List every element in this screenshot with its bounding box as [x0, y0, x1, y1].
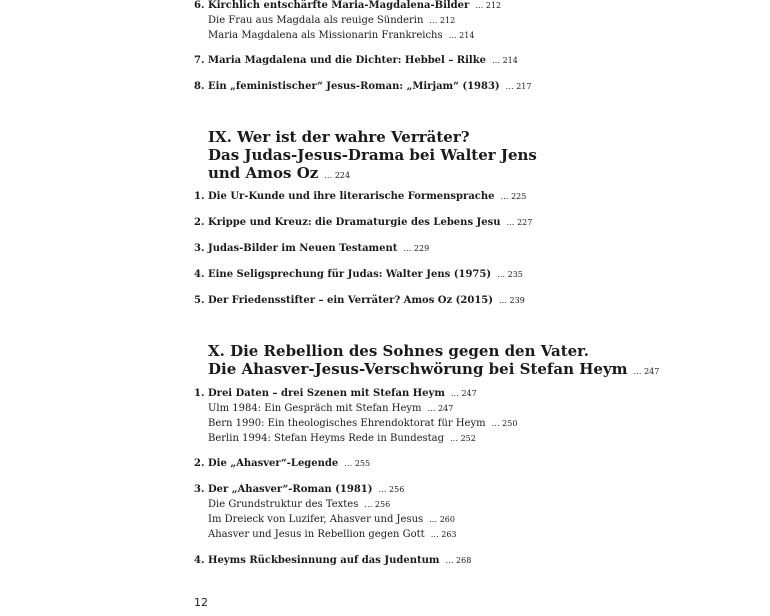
folio-page-number: 12 [194, 596, 208, 609]
toc-subentry [208, 497, 390, 512]
entry-title: Ein „feministischer“ Jesus-Roman: „Mirjam“ (1983) [208, 81, 500, 92]
toc-subentry [208, 431, 476, 446]
toc-subentry [208, 28, 474, 43]
toc-subentry [208, 401, 453, 416]
page-number: … 229 [403, 244, 429, 253]
entry-title: Maria Magdalena und die Dichter: Hebbel – Rilke [208, 55, 487, 66]
heading-line: Die Ahasver-Jesus-Verschwörung bei Stefan Heym [208, 360, 628, 378]
page-number: … 247 [428, 404, 454, 413]
page-number: … 260 [429, 515, 455, 524]
page-number: … 214 [449, 31, 475, 40]
toc-entry [194, 241, 429, 256]
page-number: … 247 [634, 367, 660, 376]
entry-number: 5. [194, 295, 205, 306]
entry-number: 1. [194, 191, 205, 202]
subentry-title: Im Dreieck von Luzifer, Ahasver und Jesus [208, 514, 424, 525]
toc-entry [194, 553, 471, 568]
page-number: … 255 [344, 459, 370, 468]
toc-entry [194, 267, 523, 282]
toc-entry [194, 293, 525, 308]
toc-entry [194, 189, 526, 204]
page-number: … 214 [492, 56, 518, 65]
chapter-heading [208, 342, 659, 381]
entry-number: 3. [194, 243, 205, 254]
entry-number: 1. [194, 388, 205, 399]
entry-number: 8. [194, 81, 205, 92]
page-number: … 247 [451, 389, 477, 398]
entry-title: Heyms Rückbesinnung auf das Judentum [208, 555, 440, 566]
subentry-title: Bern 1990: Ein theologisches Ehrendoktorat für Heym [208, 418, 486, 429]
page-number: … 225 [501, 192, 527, 201]
toc-entry [194, 456, 370, 471]
entry-number: 7. [194, 55, 205, 66]
page-number: … 235 [497, 270, 523, 279]
toc-entry [194, 215, 532, 230]
heading-line: Das Judas-Jesus-Drama bei Walter Jens [208, 146, 537, 164]
page-number: … 212 [429, 16, 455, 25]
entry-number: 4. [194, 555, 205, 566]
heading-line: IX. Wer ist der wahre Verräter? [208, 128, 470, 146]
entry-number: 2. [194, 458, 205, 469]
entry-number: 4. [194, 269, 205, 280]
subentry-title: Die Grundstruktur des Textes [208, 499, 359, 510]
page-number: … 256 [378, 485, 404, 494]
entry-title: Der Friedensstifter – ein Verräter? Amos Oz (2015) [208, 295, 493, 306]
subentry-title: Maria Magdalena als Missionarin Frankreichs [208, 30, 443, 41]
page-number: … 252 [450, 434, 476, 443]
subentry-title: Die Frau aus Magdala als reuige Sünderin [208, 15, 424, 26]
entry-title: Die Ur-Kunde und ihre literarische Formensprache [208, 191, 495, 202]
toc-subentry [208, 527, 457, 542]
subentry-title: Ahasver und Jesus in Rebellion gegen Gott [208, 529, 425, 540]
entry-title: Krippe und Kreuz: die Dramaturgie des Lebens Jesu [208, 217, 501, 228]
toc-entry [194, 0, 501, 13]
subentry-title: Berlin 1994: Stefan Heyms Rede in Bundestag [208, 433, 445, 444]
toc-entry [194, 482, 404, 497]
page-number: … 239 [499, 296, 525, 305]
subentry-title: Ulm 1984: Ein Gespräch mit Stefan Heym [208, 403, 422, 414]
heading-line: X. Die Rebellion des Sohnes gegen den Vater. [208, 342, 589, 360]
entry-title: Kirchlich entschärfte Maria-Magdalena-Bilder [208, 0, 470, 11]
page-number: … 256 [364, 500, 390, 509]
page-number: … 212 [475, 1, 501, 10]
entry-title: Die „Ahasver“-Legende [208, 458, 339, 469]
toc-subentry [208, 13, 455, 28]
toc-entry [194, 79, 532, 94]
chapter-heading [208, 128, 537, 185]
entry-title: Judas-Bilder im Neuen Testament [208, 243, 398, 254]
toc-subentry [208, 416, 517, 431]
entry-number: 2. [194, 217, 205, 228]
page-number: … 268 [445, 556, 471, 565]
page-number: … 250 [492, 419, 518, 428]
toc-entry [194, 53, 518, 68]
entry-number: 6. [194, 0, 205, 11]
page-number: … 224 [324, 171, 350, 180]
entry-number: 3. [194, 484, 205, 495]
entry-title: Eine Seligsprechung für Judas: Walter Jens (1975) [208, 269, 492, 280]
entry-title: Der „Ahasver“-Roman (1981) [208, 484, 373, 495]
page-number: … 217 [506, 82, 532, 91]
toc-subentry [208, 512, 455, 527]
page-number: … 227 [507, 218, 533, 227]
page-number: … 263 [431, 530, 457, 539]
toc-entry [194, 386, 477, 401]
entry-title: Drei Daten – drei Szenen mit Stefan Heym [208, 388, 445, 399]
heading-line: und Amos Oz [208, 164, 319, 182]
